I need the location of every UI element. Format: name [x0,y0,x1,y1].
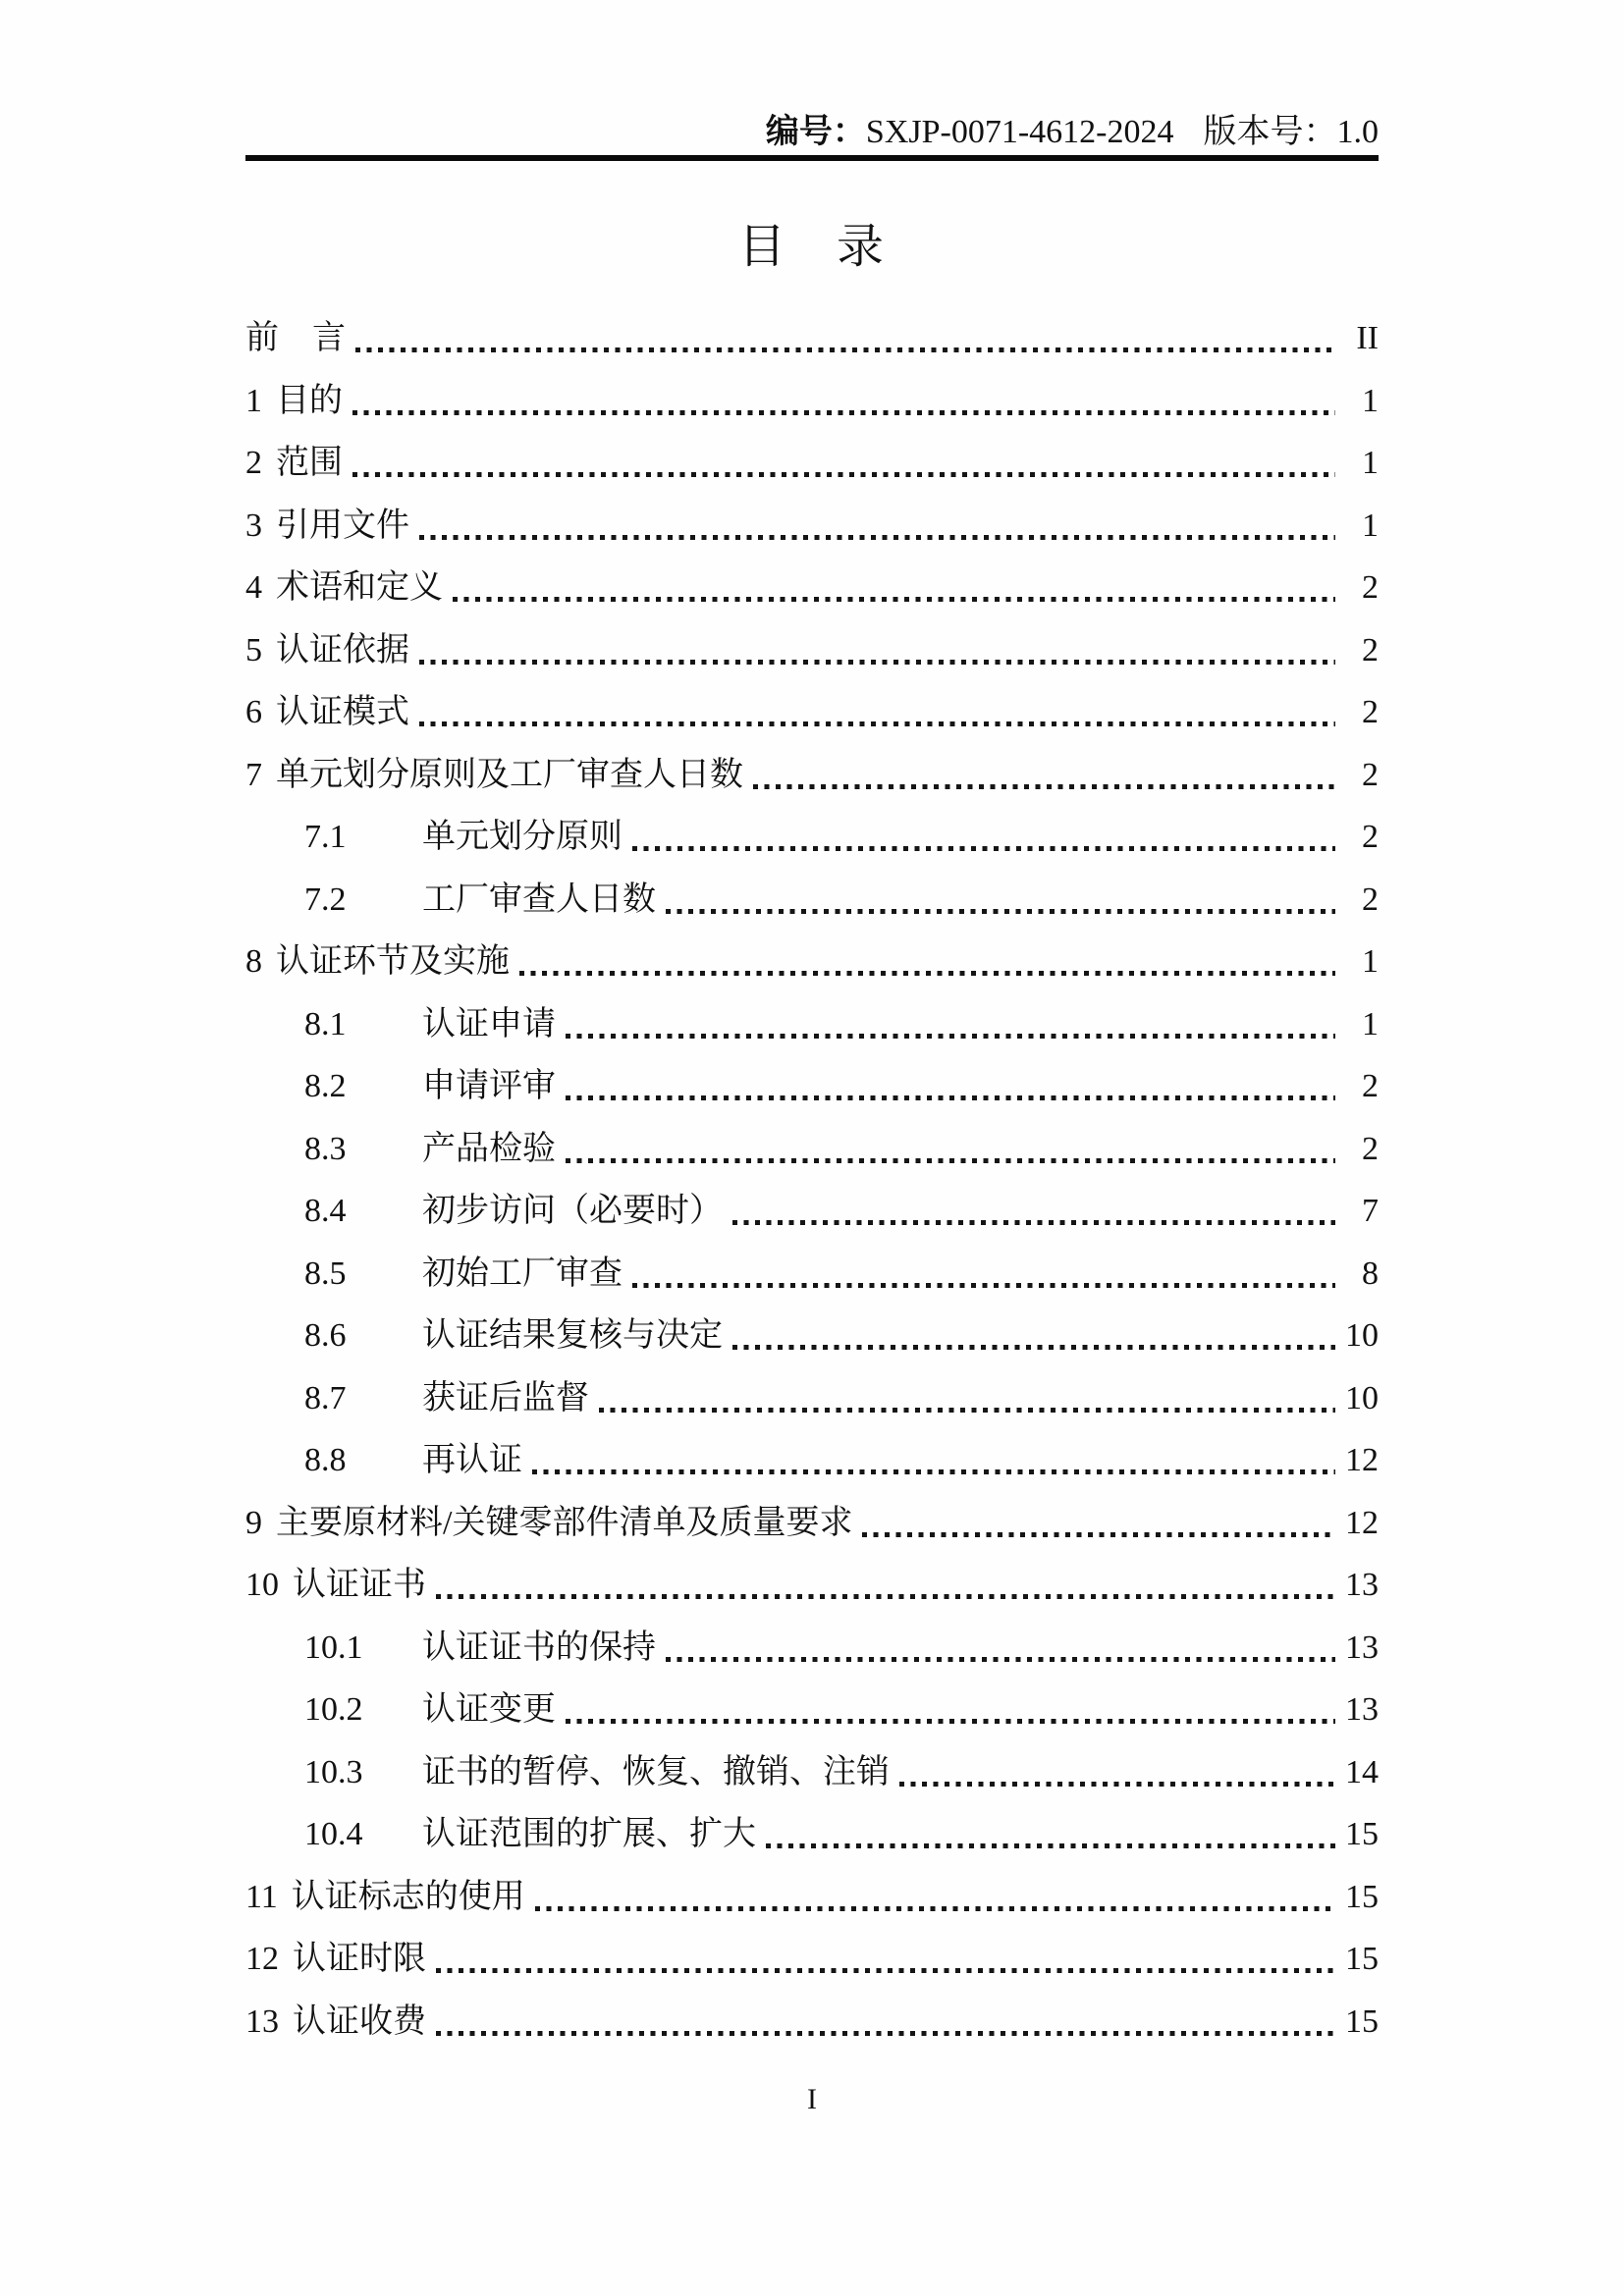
toc-entry-title: 主要原材料/关键零部件清单及质量要求 [276,1504,853,1541]
toc-entry-page: 1 [1362,382,1379,419]
toc-entry-number: 6 [245,694,262,730]
toc-entry-page: 15 [1345,1878,1379,1915]
dot-leader [436,1594,1335,1599]
toc-entry-number: 10.2 [304,1691,363,1728]
toc-row [304,1305,1379,1367]
dot-leader [766,1843,1335,1848]
toc-row [304,1118,1379,1181]
toc-entry-title: 认证收费 [293,2002,426,2040]
dot-leader [862,1532,1335,1537]
toc-entry-title: 证书的暂停、恢复、撤销、注销 [422,1753,890,1790]
header-rule [245,155,1379,161]
toc-entry-title: 认证模式 [276,694,409,730]
toc-entry-number: 8.7 [304,1379,347,1416]
toc-entry-number: 2 [245,445,262,481]
toc-entry-number: 7 [245,756,262,793]
dot-leader [753,784,1335,789]
toc-entry-number: 8 [245,943,262,980]
toc-entry-number: 7.2 [304,881,347,918]
dot-leader [532,1469,1335,1474]
toc-entry-number: 12 [245,1941,279,1977]
dot-leader [436,2031,1335,2036]
toc-entry-number: 10.4 [304,1816,363,1852]
toc-row [245,931,1379,993]
toc-entry-title: 初始工厂审查 [422,1255,623,1292]
toc-row [304,1367,1379,1430]
toc-entry-page: 1 [1362,943,1379,980]
toc-entry-title: 认证申请 [422,1005,556,1042]
toc-entry-number: 4 [245,569,262,606]
toc-entry-number: 13 [245,2002,279,2040]
dot-leader [566,1719,1335,1724]
page-title: 目 录 [737,221,886,273]
doc-number-label: 编号： [765,114,866,150]
toc-entry-title: 认证证书的保持 [422,1629,656,1666]
version-value: 1.0 [1336,114,1379,150]
version-label: 版本号： [1203,114,1337,150]
toc-row [304,1741,1379,1804]
toc-entry-page: 8 [1362,1255,1379,1292]
dot-leader [566,1095,1335,1100]
toc-entry-title: 产品检验 [422,1130,556,1167]
dot-leader [352,472,1335,477]
toc-entry-title: 再认证 [422,1442,522,1478]
dot-leader [436,1968,1335,1973]
toc-entry-number: 7.1 [304,819,347,855]
toc-entry-page: 2 [1362,819,1379,855]
dot-leader [535,1906,1335,1911]
toc-entry-title: 引用文件 [276,507,409,544]
toc-entry-title: 认证环节及实施 [276,943,510,980]
dot-leader [666,909,1335,914]
dot-leader [453,597,1335,602]
toc-entry-title: 单元划分原则及工厂审查人日数 [276,756,743,793]
toc-entry-title: 认证依据 [276,631,409,668]
toc-entry-number: 3 [245,507,262,544]
toc-entry-title: 认证变更 [422,1691,556,1728]
dot-leader [566,1158,1335,1163]
toc-row [245,1928,1379,1991]
toc-entry-page: 14 [1345,1753,1379,1790]
toc-entry-title: 目的 [276,382,343,419]
dot-leader [632,1283,1335,1288]
toc-row [304,1243,1379,1306]
toc-entry-title: 认证时限 [293,1941,426,1977]
toc-row [245,495,1379,558]
toc-entry-page: 15 [1345,1816,1379,1852]
toc-entry-number: 1 [245,382,262,419]
toc-entry-number: 8.3 [304,1130,347,1167]
toc-row [245,370,1379,433]
toc-row [245,1492,1379,1555]
toc-entry-number: 10.3 [304,1753,363,1790]
toc-entry-number: 8.6 [304,1317,347,1354]
toc-entry-page: 10 [1345,1317,1379,1354]
toc-entry-number: 8.8 [304,1442,347,1478]
toc-entry-page: 2 [1362,881,1379,918]
dot-leader [599,1408,1335,1413]
toc-row [245,681,1379,744]
toc-entry-title: 范围 [276,445,343,481]
toc-entry-title: 单元划分原则 [422,819,623,855]
toc-row [304,1055,1379,1118]
toc-row [304,1180,1379,1243]
toc-row [304,806,1379,869]
toc-entry-number: 10 [245,1567,279,1603]
toc-entry-number: 8.4 [304,1193,347,1229]
dot-leader [352,410,1335,415]
toc-entry-title: 认证结果复核与决定 [422,1317,723,1354]
toc-row [245,557,1379,619]
toc-row [245,744,1379,807]
toc-entry-page: 10 [1345,1379,1379,1416]
toc-row [245,1866,1379,1929]
footer-page-number: I [807,2083,817,2115]
dot-leader [899,1782,1335,1787]
dot-leader [355,347,1335,352]
toc-row [245,432,1379,495]
toc-entry-title: 申请评审 [422,1068,556,1104]
dot-leader [732,1345,1335,1350]
toc-entry-page: 1 [1362,1005,1379,1042]
toc-row [304,1617,1379,1680]
toc-entry-number: 8.2 [304,1068,347,1104]
toc-entry-page: 2 [1362,631,1379,668]
toc-entry-page: 12 [1345,1504,1379,1541]
toc-entry-number: 8.1 [304,1005,347,1042]
toc-row [304,1803,1379,1866]
toc-entry-title: 初步访问（必要时） [422,1193,723,1229]
document-header [245,110,1379,155]
toc-entry-number: 5 [245,631,262,668]
dot-leader [666,1657,1335,1662]
dot-leader [519,971,1335,976]
dot-leader [419,660,1335,665]
dot-leader [632,846,1335,851]
toc-entry-page: 12 [1345,1442,1379,1478]
toc-entry-page: 1 [1362,445,1379,481]
toc-row [304,869,1379,932]
doc-number-value: SXJP-0071-4612-2024 [865,114,1174,150]
toc-entry-title: 术语和定义 [276,569,443,606]
dot-leader [419,721,1335,726]
toc-entry-title: 获证后监督 [422,1379,589,1416]
toc-entry-number: 9 [245,1504,262,1541]
toc-row [304,1429,1379,1492]
toc-row [304,993,1379,1056]
toc-entry-page: 2 [1362,1068,1379,1104]
toc-row [245,1554,1379,1617]
table-of-contents [245,307,1379,2053]
toc-entry-page: 13 [1345,1691,1379,1728]
toc-entry-page: 7 [1362,1193,1379,1229]
toc-entry-title: 前 言 [245,320,346,356]
toc-entry-number: 11 [245,1878,278,1915]
toc-row [245,619,1379,682]
toc-entry-title: 认证证书 [293,1567,426,1603]
toc-entry-page: 2 [1362,694,1379,730]
toc-row [245,307,1379,370]
toc-entry-page: 2 [1362,569,1379,606]
toc-entry-page: II [1356,320,1379,356]
toc-entry-page: 2 [1362,1130,1379,1167]
toc-entry-title: 工厂审查人日数 [422,881,656,918]
dot-leader [566,1034,1335,1039]
toc-entry-number: 10.1 [304,1629,363,1666]
toc-entry-page: 13 [1345,1629,1379,1666]
toc-entry-page: 13 [1345,1567,1379,1603]
toc-entry-page: 2 [1362,756,1379,793]
toc-entry-page: 1 [1362,507,1379,544]
toc-entry-number: 8.5 [304,1255,347,1292]
toc-entry-page: 15 [1345,2002,1379,2040]
toc-entry-page: 15 [1345,1941,1379,1977]
toc-row [245,1991,1379,2054]
toc-row [304,1679,1379,1741]
toc-entry-title: 认证标志的使用 [291,1878,525,1915]
dot-leader [732,1220,1335,1225]
toc-entry-title: 认证范围的扩展、扩大 [422,1816,756,1852]
dot-leader [419,535,1335,540]
